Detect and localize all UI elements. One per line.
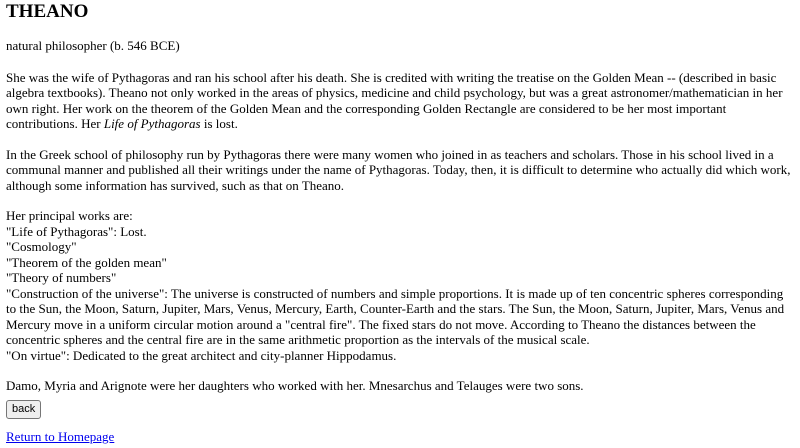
book-title-italic: Life of Pythagoras [103,116,201,131]
family-paragraph: Damo, Myria and Arignote were her daughters who worked with her. Mnesarchus and Telauges were two sons. [6,378,584,393]
school-paragraph: In the Greek school of philosophy run by Pythagoras there were many women who joined in as teachers and scholars. Those in his school lived in a communal manner and published all their writings under the name of Pythagoras. Today, then, it is difficult to determine who actually did which work, although some information has survived, such as that on Theano. [6,146,791,193]
page-title: THEANO [6,1,89,22]
works-section [6,208,794,363]
subtitle: natural philosopher (b. 546 BCE) [6,38,180,53]
return-to-homepage-link[interactable]: Return to Homepage [6,428,115,444]
works-item: "On virtue": Dedicated to the great architect and city-planner Hippodamus. [6,347,397,363]
biography-text-start: She was the wife of Pythagoras and ran his school after his death. She is credited with writing the treatise on the Golden Mean -- (described in basic algebra textbooks). Theano not only worked in the areas of physics, medicine and child psychology, but was a great astronomer/mathematician in her own right. Her work on the theorem of the Golden Mean and the corresponding Golden Rectangle are considered to be her most important contributions. Her [6,69,783,131]
works-heading: Her principal works are: [6,208,133,223]
back-button-row [6,400,794,419]
works-item: "Cosmology" [6,239,77,254]
biography-text-end: is lost. [200,116,238,131]
biography-paragraph [6,70,794,132]
works-item: "Theory of numbers" [6,270,117,285]
works-item: "Construction of the universe": The universe is constructed of numbers and simple proportions. It is made up of ten concentric spheres corresponding to the Sun, the Moon, Saturn, Jupiter, Mars, Venus, Mercury, Earth, Counter-Earth and the stars. The Sun, the Moon, Saturn, Jupiter, Mars, Venus and Mercury move in a uniform circular motion around a "central fire". The fixed stars do not move. According to Theano the distances between the concentric spheres and the central fire are in the same arithmetic proportion as the intervals of the musical scale. [6,285,785,347]
works-item: "Theorem of the golden mean" [6,254,167,270]
back-button[interactable]: back [6,400,41,419]
page [0,1,800,444]
footer-links [6,429,794,445]
works-item: "Life of Pythagoras": Lost. [6,223,147,239]
